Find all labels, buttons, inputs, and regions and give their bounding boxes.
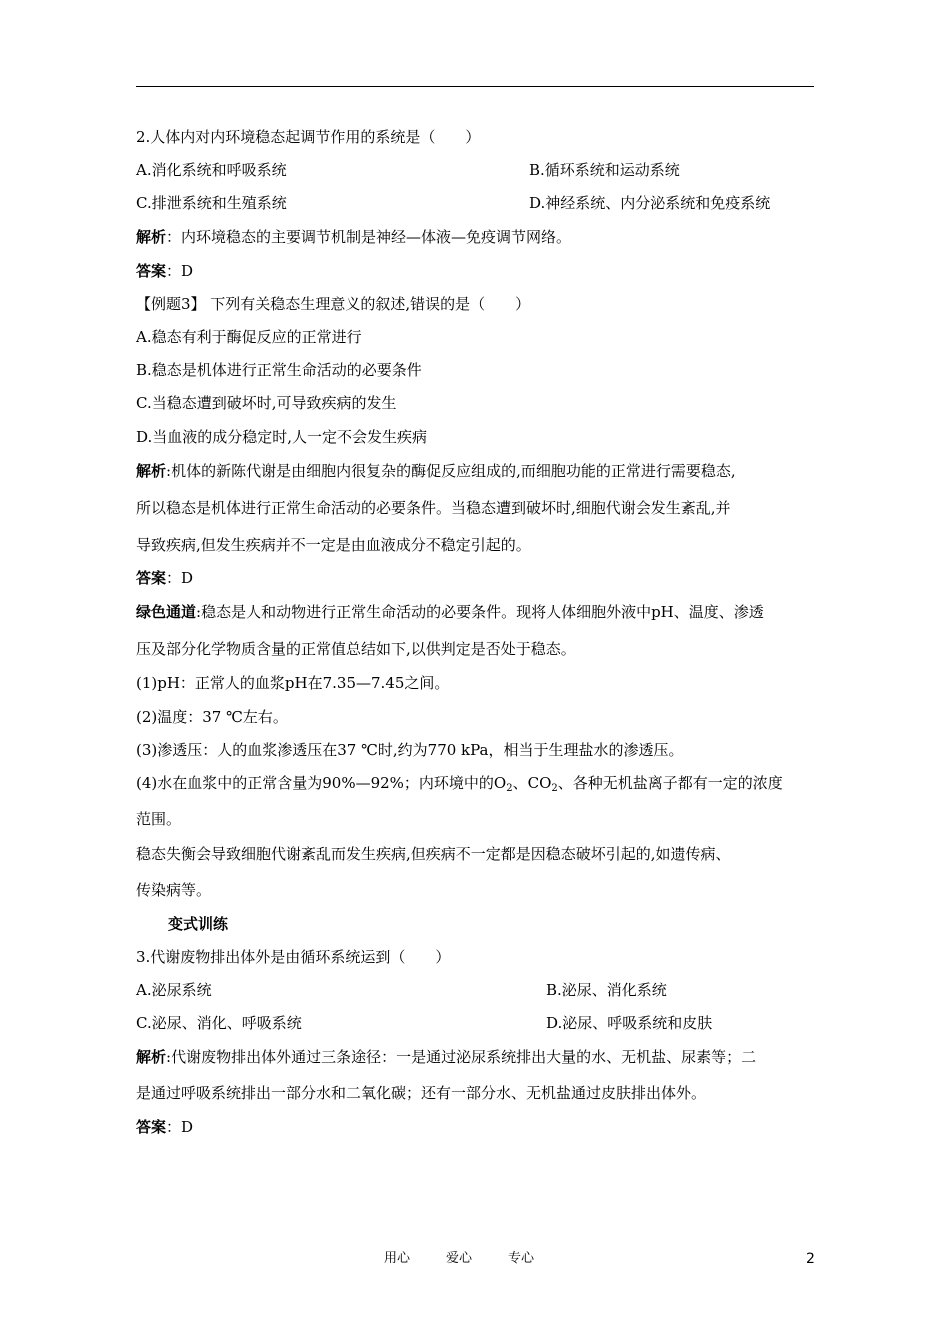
practice-option-b: B.泌尿、消化系统 — [546, 981, 667, 999]
header-rule — [136, 86, 814, 87]
ex3-stem: 【例题3】 下列有关稳态生理意义的叙述,错误的是（ ） — [136, 295, 531, 313]
green-item-4: (4)水在血浆中的正常含量为90%—92%；内环境中的$O_2$、$CO_2$、各种无机盐离子都有一定的浓度 — [136, 774, 783, 794]
green-note-1: 稳态失衡会导致细胞代谢紊乱而发生疾病,但疾病不一定都是因稳态破坏引起的,如遗传病、 — [136, 845, 731, 863]
ex3-option-d: D.当血液的成分稳定时,人一定不会发生疾病 — [136, 428, 428, 446]
green-item-1: (1)pH：正常人的血浆pH在7.35—7.45之间。 — [136, 674, 450, 692]
ex3-option-c: C.当稳态遭到破坏时,可导致疾病的发生 — [136, 394, 397, 412]
ex3-analysis-line-2: 所以稳态是机体进行正常生命活动的必要条件。当稳态遭到破坏时,细胞代谢会发生紊乱,并 — [136, 499, 731, 517]
practice-answer: 答案：D — [136, 1118, 194, 1136]
q2-analysis-label: 解析 — [136, 228, 167, 246]
green-item-3: (3)渗透压：人的血浆渗透压在37 ℃时,约为770 kPa，相当于生理盐水的渗透压。 — [136, 741, 684, 759]
green-note-2: 传染病等。 — [136, 881, 212, 899]
footer-text-2: 爱心 — [446, 1251, 473, 1266]
green-item-4-cont: 范围。 — [136, 810, 182, 828]
practice-stem: 3.代谢废物排出体外是由循环系统运到（ ） — [136, 948, 451, 966]
q2-stem: 2.人体内对内环境稳态起调节作用的系统是（ ） — [136, 128, 481, 146]
q2-option-a: A.消化系统和呼吸系统 — [136, 161, 287, 179]
ex3-analysis-label: 解析 — [136, 462, 167, 480]
ex3-option-b: B.稳态是机体进行正常生命活动的必要条件 — [136, 361, 422, 379]
green-line-2: 压及部分化学物质含量的正常值总结如下,以供判定是否处于稳态。 — [136, 640, 576, 658]
ex3-option-a: A.稳态有利于酶促反应的正常进行 — [136, 328, 362, 346]
practice-option-a: A.泌尿系统 — [136, 981, 212, 999]
page-number: 2 — [806, 1251, 815, 1267]
q2-option-b: B.循环系统和运动系统 — [529, 161, 680, 179]
footer-text-1: 用心 — [384, 1251, 411, 1266]
ex3-analysis-line-3: 导致疾病,但发生疾病并不一定是由血液成分不稳定引起的。 — [136, 536, 531, 554]
practice-option-d: D.泌尿、呼吸系统和皮肤 — [546, 1014, 713, 1032]
q2-option-c: C.排泄系统和生殖系统 — [136, 194, 287, 212]
ex3-answer: 答案：D — [136, 569, 194, 587]
ex3-answer-label: 答案 — [136, 569, 167, 587]
q2-option-d: D.神经系统、内分泌系统和免疫系统 — [529, 194, 771, 212]
practice-title: 变式训练 — [168, 915, 229, 933]
q2-answer-label: 答案 — [136, 262, 167, 280]
practice-analysis-line-2: 是通过呼吸系统排出一部分水和二氧化碳；还有一部分水、无机盐通过皮肤排出体外。 — [136, 1084, 707, 1102]
practice-answer-label: 答案 — [136, 1118, 167, 1136]
q2-answer: 答案：D — [136, 262, 194, 280]
practice-option-c: C.泌尿、消化、呼吸系统 — [136, 1014, 302, 1032]
practice-analysis-label: 解析 — [136, 1048, 167, 1066]
ex3-analysis-line-1: 解析:机体的新陈代谢是由细胞内很复杂的酶促反应组成的,而细胞功能的正常进行需要稳态, — [136, 462, 736, 480]
green-item-2: (2)温度：37 ℃左右。 — [136, 708, 288, 726]
practice-analysis-line-1: 解析:代谢废物排出体外通过三条途径：一是通过泌尿系统排出大量的水、无机盐、尿素等；二 — [136, 1048, 757, 1066]
green-line-1: 绿色通道:稳态是人和动物进行正常生命活动的必要条件。现将人体细胞外液中pH、温度、渗透 — [136, 603, 764, 621]
footer-text-3: 专心 — [508, 1251, 535, 1266]
green-label: 绿色通道 — [136, 603, 197, 621]
q2-analysis: 解析：内环境稳态的主要调节机制是神经—体液—免疫调节网络。 — [136, 228, 572, 246]
